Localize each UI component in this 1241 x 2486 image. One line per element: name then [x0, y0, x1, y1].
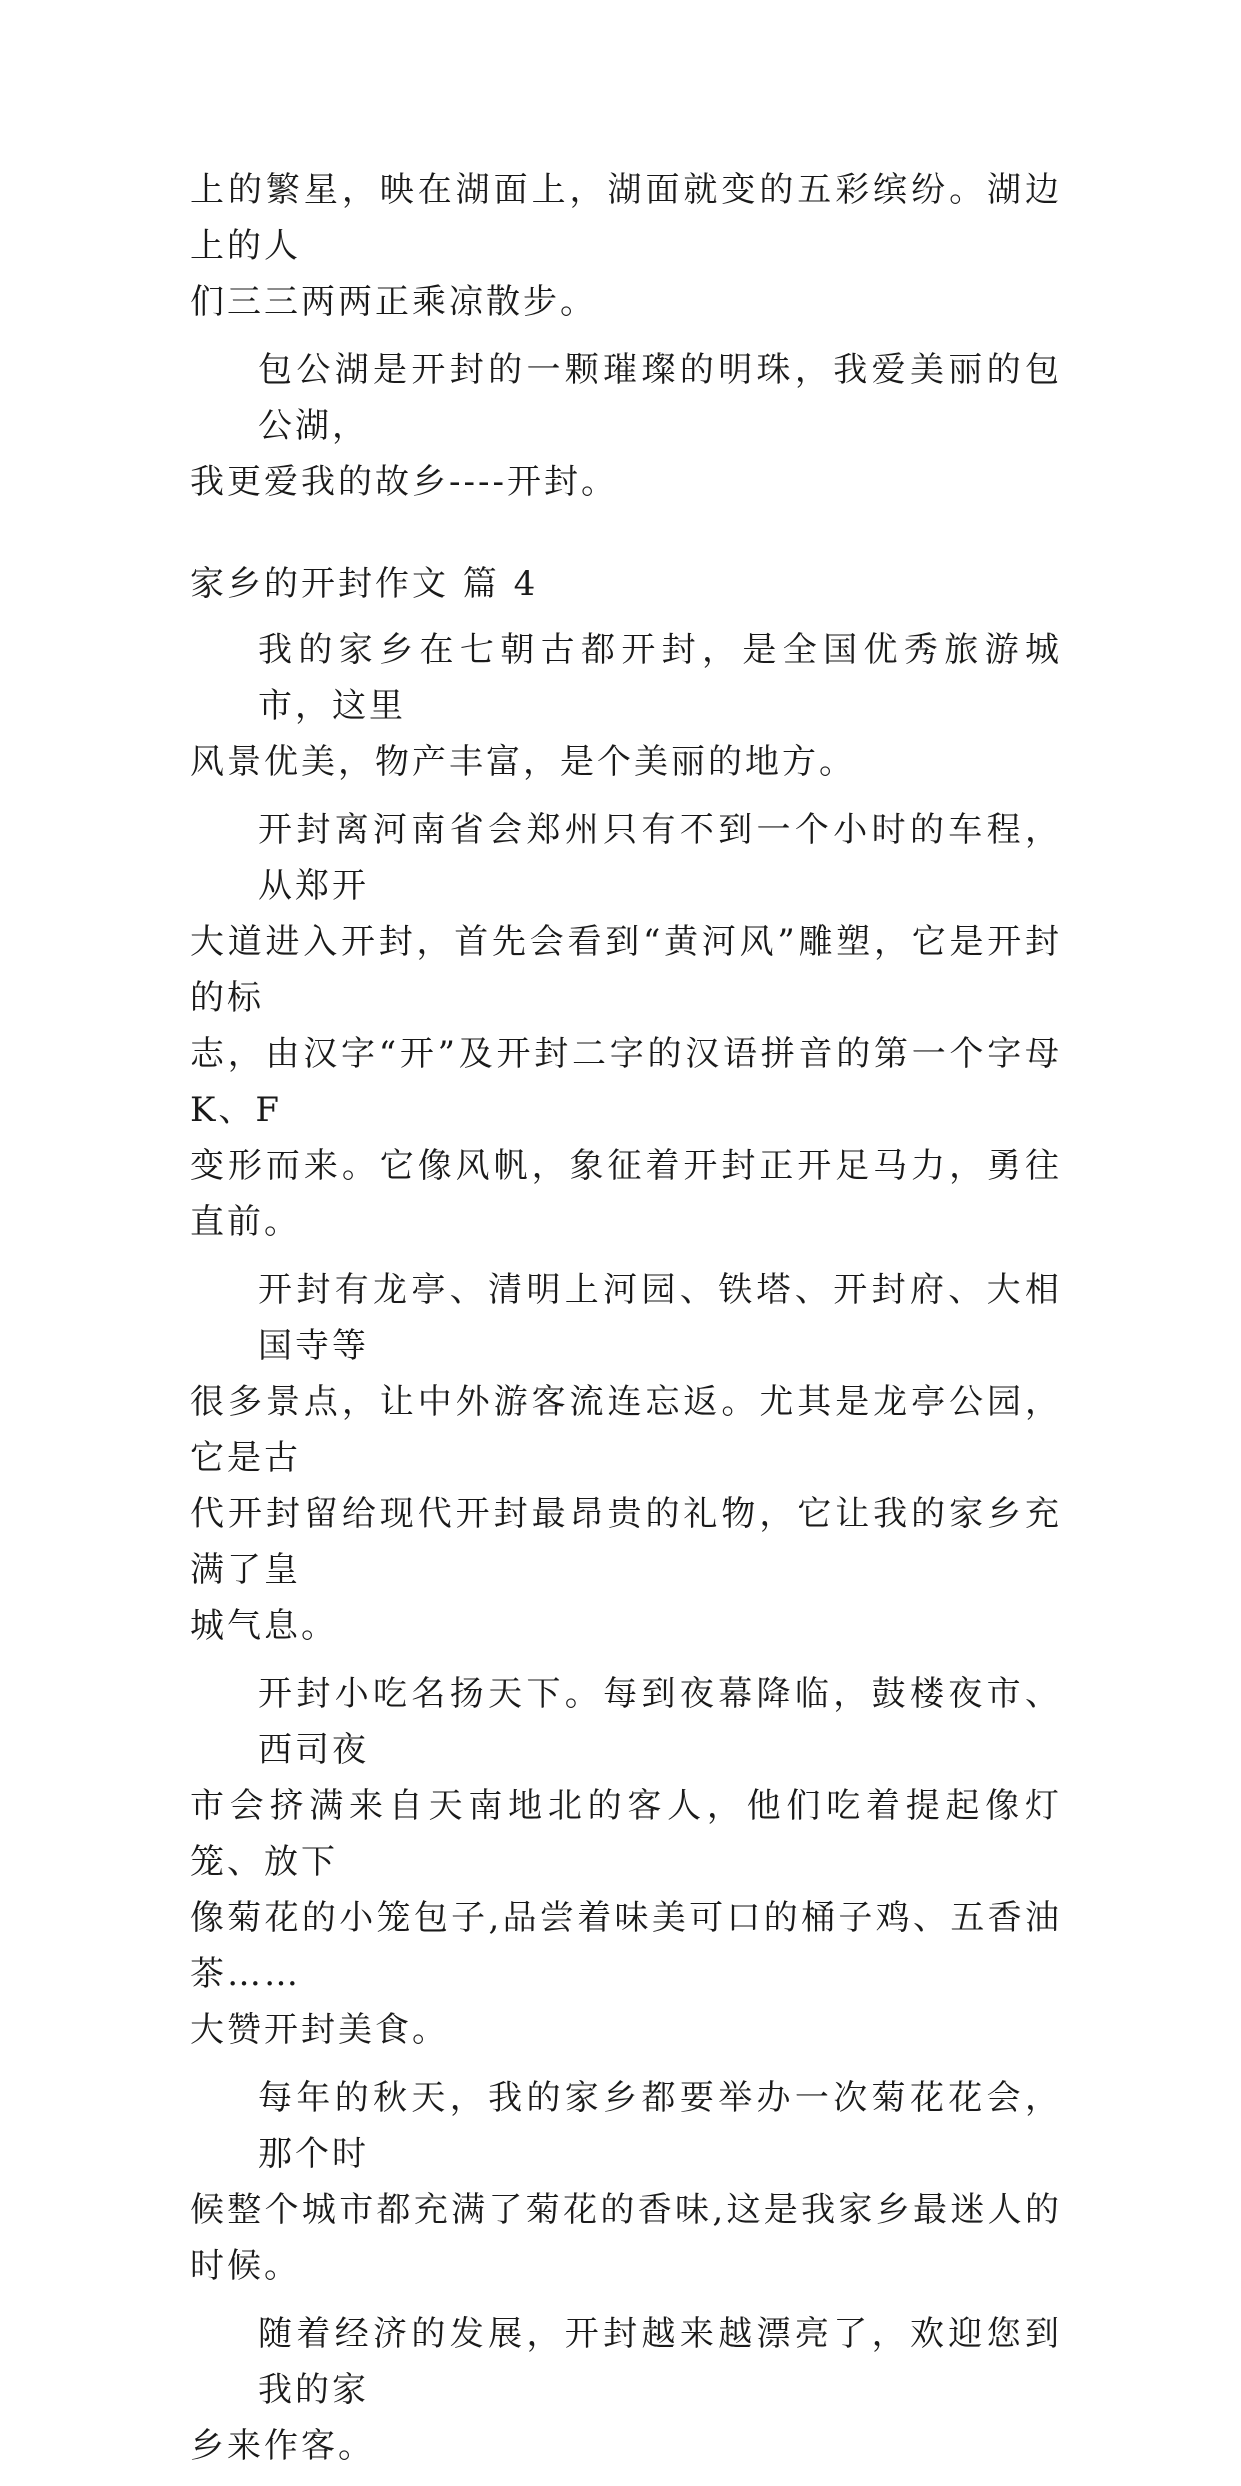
text-line: 很多景点，让中外游客流连忘返。尤其是龙亭公园，它是古	[190, 1382, 1062, 1478]
section-title: 家乡的开封作文 篇 4	[190, 564, 539, 604]
text-line: 随着经济的发展，开封越来越漂亮了，欢迎您到我的家	[258, 2314, 1062, 2410]
paragraph	[190, 1666, 1062, 2058]
text-line: 每年的秋天，我的家乡都要举办一次菊花花会，那个时	[258, 2078, 1062, 2174]
text-line: 上的繁星，映在湖面上，湖面就变的五彩缤纷。湖边上的人	[190, 170, 1062, 266]
paragraph	[190, 622, 1062, 790]
text-line: 大道进入开封，首先会看到“黄河风”雕塑，它是开封的标	[190, 922, 1062, 1018]
text-line: 我的家乡在七朝古都开封，是全国优秀旅游城市，这里	[258, 630, 1062, 726]
text-line: 包公湖是开封的一颗璀璨的明珠，我爱美丽的包公湖，	[258, 350, 1062, 446]
paragraph	[190, 2306, 1062, 2474]
text-line: 代开封留给现代开封最昂贵的礼物，它让我的家乡充满了皇	[190, 1494, 1062, 1590]
text-line: 开封小吃名扬天下。每到夜幕降临，鼓楼夜市、西司夜	[258, 1674, 1062, 1770]
text-line: 城气息。	[190, 1606, 338, 1646]
text-line: 开封离河南省会郑州只有不到一个小时的车程，从郑开	[258, 810, 1062, 906]
text-line: 大赞开封美食。	[190, 2010, 449, 2050]
text-line: 候整个城市都充满了菊花的香味,这是我家乡最迷人的时候。	[190, 2190, 1062, 2286]
text-line: 变形而来。它像风帆，象征着开封正开足马力，勇往直前。	[190, 1146, 1062, 1242]
text-line: 风景优美，物产丰富，是个美丽的地方。	[190, 742, 856, 782]
paragraph	[190, 1262, 1062, 1654]
text-line: 开封有龙亭、清明上河园、铁塔、开封府、大相国寺等	[258, 1270, 1062, 1366]
text-line: 我更爱我的故乡----开封。	[190, 462, 618, 502]
text-line: 市会挤满来自天南地北的客人，他们吃着提起像灯笼、放下	[190, 1786, 1062, 1882]
paragraph	[190, 2070, 1062, 2294]
text-line: 像菊花的小笼包子,品尝着味美可口的桶子鸡、五香油茶……	[190, 1898, 1062, 1994]
closing-paragraph	[190, 342, 1062, 510]
text-line: 志，由汉字“开”及开封二字的汉语拼音的第一个字母K、F	[190, 1034, 1062, 1130]
text-line: 们三三两两正乘凉散步。	[190, 282, 597, 322]
continuation-paragraph	[190, 162, 1062, 330]
paragraph	[190, 802, 1062, 1250]
text-line: 乡来作客。	[190, 2426, 375, 2466]
document-body	[190, 162, 1062, 2486]
